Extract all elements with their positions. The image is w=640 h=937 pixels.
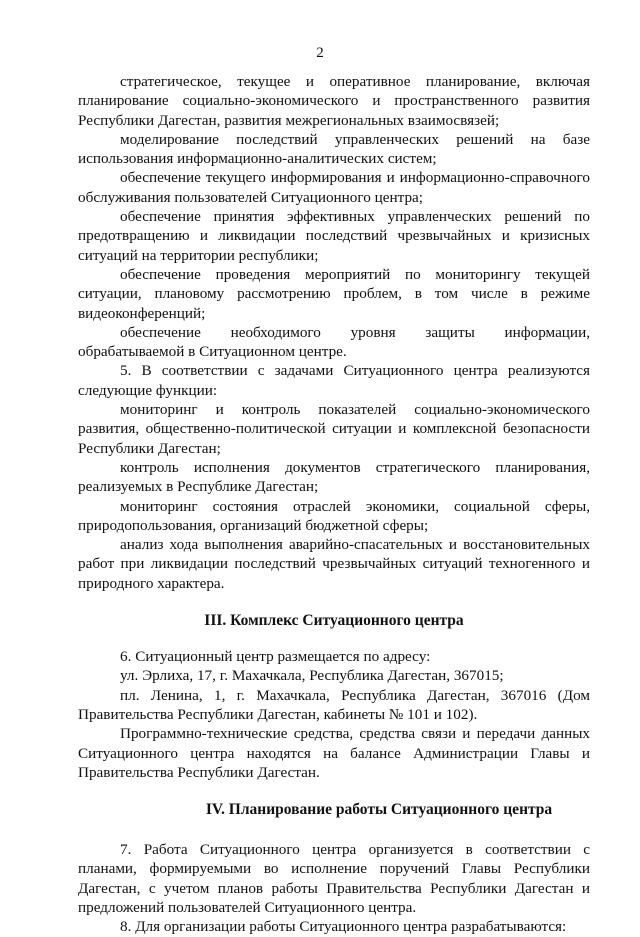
address-2: пл. Ленина, 1, г. Махачкала, Республика Дагестан, 367016 (Дом Правительства Республики Дагестан, кабинеты № 101 и 102).: [78, 686, 590, 723]
page-number: 2: [316, 45, 324, 61]
task-item: обеспечение текущего информирования и информационно-справочного обслуживания пользователей Ситуационного центра;: [78, 169, 590, 206]
task-item: стратегическое, текущее и оперативное планирование, включая планирование социально-экономического и пространственного развития Республики Дагестан, развития межрегиональных взаимосвязей;: [78, 73, 590, 129]
function-item: анализ хода выполнения аварийно-спасательных и восстановительных работ при ликвидации последствий чрезвычайных ситуаций техногенного и природного характера.: [78, 536, 590, 592]
document-body: [78, 72, 590, 937]
task-item: обеспечение проведения мероприятий по мониторингу текущей ситуации, плановому рассмотрению проблем, в том числе в режиме видеоконференций;: [78, 265, 590, 322]
function-item: контроль исполнения документов стратегического планирования, реализуемых в Республике Дагестан;: [78, 458, 590, 496]
clause-5-intro: 5. В соответствии с задачами Ситуационного центра реализуются следующие функции:: [78, 362, 590, 399]
address-1: ул. Эрлиха, 17, г. Махачкала, Республика Дагестан, 367015;: [120, 667, 504, 685]
clause-6: 6. Ситуационный центр размещается по адресу:: [120, 648, 431, 666]
task-item: обеспечение принятия эффективных управленческих решений по предотвращению и ликвидации последствий чрезвычайных и кризисных ситуаций на территории республики;: [78, 208, 590, 264]
function-item: мониторинг и контроль показателей социально-экономического развития, общественно-политической ситуации и комплексной безопасности Республики Дагестан;: [78, 401, 590, 457]
section-3-heading: III. Комплекс Ситуационного центра: [204, 612, 464, 630]
task-item: моделирование последствий управленческих решений на базе использования информационно-аналитических систем;: [78, 130, 590, 168]
clause-8: 8. Для организации работы Ситуационного центра разрабатываются:: [120, 918, 567, 936]
balance-paragraph: Программно-технические средства, средства связи и передачи данных Ситуационного центра находятся на балансе Администрации Главы и Правительства Республики Дагестан.: [78, 725, 590, 781]
clause-7: 7. Работа Ситуационного центра организуется в соответствии с планами, формируемыми во исполнение поручений Главы Республики Дагестан, с учетом планов работы Правительства Республики Дагестан и предложений пользователей Ситуационного центра.: [78, 841, 590, 916]
function-item: мониторинг состояния отраслей экономики, социальной сферы, природопользования, организаций бюджетной сферы;: [78, 497, 590, 534]
section-4-heading: IV. Планирование работы Ситуационного центра: [205, 801, 553, 819]
task-item: обеспечение необходимого уровня защиты информации, обрабатываемой в Ситуационном центре.: [78, 323, 590, 361]
